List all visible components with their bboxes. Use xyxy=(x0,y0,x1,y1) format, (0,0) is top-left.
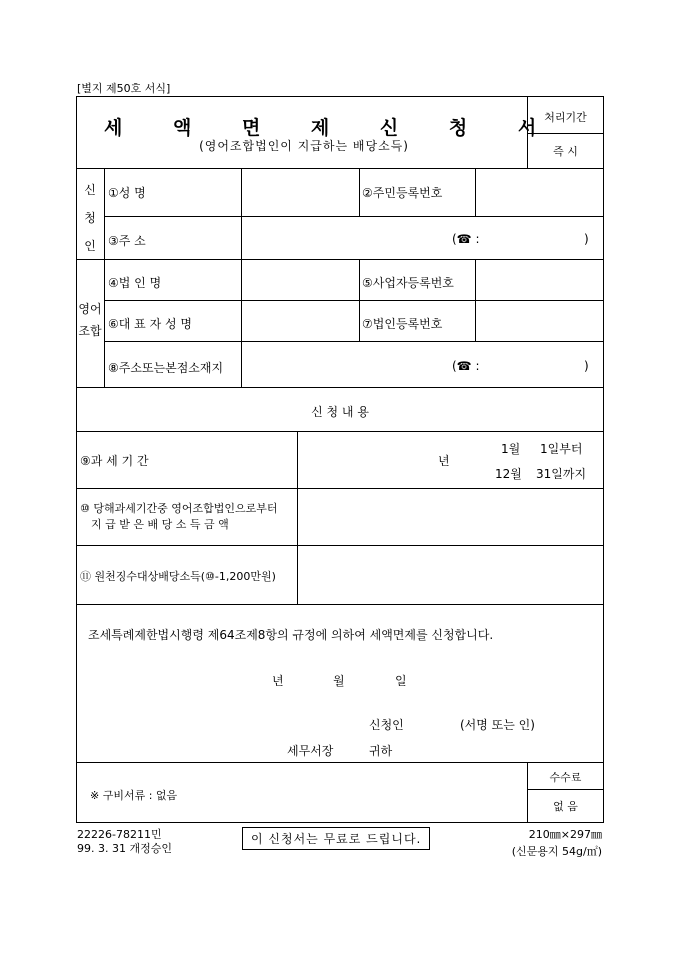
tax-period-start-day: 1일부터 xyxy=(540,442,583,456)
form-subtitle: (영어조합법인이 지급하는 배당소득) xyxy=(199,139,409,153)
union-section-label: 영어 조합 xyxy=(78,302,102,338)
tax-office-label: 세무서장 xyxy=(287,744,334,758)
footer-approval: 99. 3. 31 개정승인 xyxy=(77,842,172,855)
free-notice: 이 신청서는 무료로 드립니다. xyxy=(242,827,430,850)
applicant-name-input[interactable] xyxy=(241,168,359,216)
withholding-label: ⑪ 원천징수대상배당소득(⑩-1,200만원) xyxy=(80,570,276,583)
applicant-phone-close: ) xyxy=(584,232,589,246)
biz-reg-input[interactable] xyxy=(475,259,603,300)
dividend-amount-input[interactable] xyxy=(297,488,603,545)
signer-label: 신청인 xyxy=(369,718,404,732)
fee-value: 없 음 xyxy=(553,800,578,813)
tax-period-end-month: 12월 xyxy=(495,467,522,481)
footer-code: 22226-78211민 xyxy=(77,828,162,841)
form-title: 세 액 면 제 신 청 서 xyxy=(104,117,559,139)
date-year: 년 xyxy=(272,674,284,688)
corp-name-input[interactable] xyxy=(241,259,359,300)
hq-address-label: ⑧주소또는본점소재지 xyxy=(108,361,224,375)
hq-address-input[interactable] xyxy=(241,341,603,387)
applicant-rrn-label: ②주민등록번호 xyxy=(362,186,443,200)
declaration-text: 조세특례제한법시행령 제64조제8항의 규정에 의하여 세액면제를 신청합니다. xyxy=(88,628,494,642)
dividend-label-line1: ⑩ 당해과세기간중 영어조합법인으로부터 xyxy=(80,502,278,515)
processing-period-value: 즉 시 xyxy=(553,145,578,158)
union-phone-close: ) xyxy=(584,359,589,373)
rep-name-label: ⑥대 표 자 성 명 xyxy=(108,317,192,331)
biz-reg-label: ⑤사업자등록번호 xyxy=(362,276,454,290)
tax-period-start-month: 1월 xyxy=(501,442,521,456)
paper-size: 210㎜×297㎜ xyxy=(528,828,602,841)
tax-period-year: 년 xyxy=(438,454,450,468)
corp-name-label: ④법 인 명 xyxy=(108,276,162,290)
rep-name-input[interactable] xyxy=(241,300,359,341)
dividend-label-line2: 지 급 받 은 배 당 소 득 금 액 xyxy=(91,518,229,531)
withholding-amount-input[interactable] xyxy=(297,545,603,604)
application-header: 신 청 내 용 xyxy=(311,405,369,419)
processing-period-label: 처리기간 xyxy=(544,111,587,124)
date-day: 일 xyxy=(395,674,407,688)
applicant-section-label: 신 청 인 xyxy=(84,183,96,253)
applicant-address-input[interactable] xyxy=(241,216,603,259)
addressee-honorific: 귀하 xyxy=(369,744,393,758)
applicant-phone-label: (☎ : xyxy=(452,232,480,246)
applicant-address-label: ③주 소 xyxy=(108,234,146,248)
tax-period-label: ⑨과 세 기 간 xyxy=(80,454,149,468)
fee-label: 수수료 xyxy=(549,771,582,784)
corp-reg-label: ⑦법인등록번호 xyxy=(362,317,443,331)
attachments-note: ※ 구비서류 : 없음 xyxy=(90,789,178,802)
form-number: [별지 제50호 서식] xyxy=(77,82,171,95)
union-phone-label: (☎ : xyxy=(452,359,480,373)
applicant-name-label: ①성 명 xyxy=(108,186,146,200)
applicant-rrn-input[interactable] xyxy=(475,168,603,216)
signature-field[interactable]: (서명 또는 인) xyxy=(460,718,535,732)
tax-period-end-day: 31일까지 xyxy=(536,467,587,481)
date-month: 월 xyxy=(333,674,345,688)
corp-reg-input[interactable] xyxy=(475,300,603,341)
paper-type: (신문용지 54g/㎡) xyxy=(511,845,602,858)
